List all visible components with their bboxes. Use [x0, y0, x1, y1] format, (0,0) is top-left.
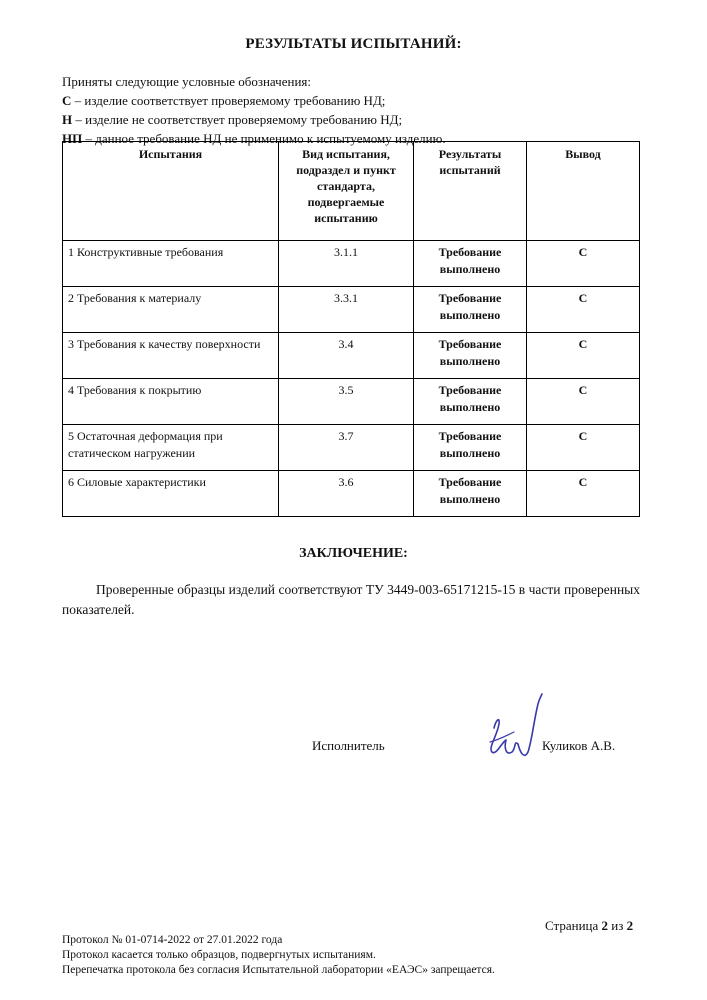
footer-line: Перепечатка протокола без согласия Испытательной лаборатории «ЕАЭС» запрещается. — [62, 964, 495, 976]
page-middle: из — [608, 918, 627, 933]
table-row — [63, 287, 640, 333]
legend-code: С — [62, 93, 72, 108]
table-row — [63, 241, 640, 287]
legend-item — [62, 91, 446, 110]
legend-text: – данное требование НД не применимо к испытуемому изделию. — [82, 131, 446, 146]
results-table — [62, 141, 640, 517]
handwritten-signature — [484, 690, 546, 770]
conclusion-text: Проверенные образцы изделий соответствуют ТУ 3449-003-65171215-15 в части проверенных показателей. — [62, 582, 640, 617]
page-total: 2 — [626, 918, 634, 933]
row-result: Требование выполнено — [414, 287, 527, 333]
row-test-name: 4 Требования к покрытию — [63, 379, 279, 425]
header-results: Результаты испытаний — [414, 142, 527, 241]
row-verdict: С — [527, 471, 640, 517]
row-verdict: С — [527, 379, 640, 425]
row-point: 3.4 — [279, 333, 414, 379]
table-row — [63, 379, 640, 425]
row-result: Требование выполнено — [414, 333, 527, 379]
row-point: 3.6 — [279, 471, 414, 517]
footer — [62, 933, 495, 978]
page-title: РЕЗУЛЬТАТЫ ИСПЫТАНИЙ: — [245, 36, 462, 52]
legend-code: Н — [62, 112, 73, 127]
row-test-name: 1 Конструктивные требования — [63, 241, 279, 287]
signer-name: Куликов А.В. — [542, 738, 616, 753]
row-point: 3.5 — [279, 379, 414, 425]
footer-line: Протокол № 01-0714-2022 от 27.01.2022 года — [62, 934, 283, 946]
row-test-name: 2 Требования к материалу — [63, 287, 279, 333]
table-row — [63, 333, 640, 379]
conclusion-title: ЗАКЛЮЧЕНИЕ: — [299, 546, 408, 561]
row-verdict: С — [527, 241, 640, 287]
page-current: 2 — [601, 918, 609, 933]
table-header-row — [63, 142, 640, 241]
row-verdict: С — [527, 287, 640, 333]
table-row — [63, 425, 640, 471]
row-result: Требование выполнено — [414, 425, 527, 471]
row-verdict: С — [527, 333, 640, 379]
legend-item — [62, 110, 446, 129]
row-point: 3.1.1 — [279, 241, 414, 287]
header-test-type: Вид испытания, подраздел и пункт стандарта, подвергаемые испытанию — [279, 142, 414, 241]
legend-intro: Приняты следующие условные обозначения: — [62, 74, 311, 89]
page-prefix: Страница — [545, 918, 602, 933]
header-tests: Испытания — [63, 142, 279, 241]
legend-code: НП — [62, 131, 83, 146]
row-point: 3.3.1 — [279, 287, 414, 333]
legend-block — [62, 72, 446, 148]
legend-text: – изделие соответствует проверяемому требованию НД; — [71, 93, 386, 108]
footer-line: Протокол касается только образцов, подвергнутых испытаниям. — [62, 949, 376, 961]
row-point: 3.7 — [279, 425, 414, 471]
row-result: Требование выполнено — [414, 379, 527, 425]
page-number — [545, 918, 633, 934]
row-test-name: 6 Силовые характеристики — [63, 471, 279, 517]
signer-label: Исполнитель — [312, 738, 385, 753]
row-test-name: 5 Остаточная деформация при статическом нагружении — [63, 425, 279, 471]
row-result: Требование выполнено — [414, 241, 527, 287]
legend-text: – изделие не соответствует проверяемому требованию НД; — [72, 112, 403, 127]
table-row — [63, 471, 640, 517]
row-test-name: 3 Требования к качеству поверхности — [63, 333, 279, 379]
row-verdict: С — [527, 425, 640, 471]
header-verdict: Вывод — [527, 142, 640, 241]
row-result: Требование выполнено — [414, 471, 527, 517]
